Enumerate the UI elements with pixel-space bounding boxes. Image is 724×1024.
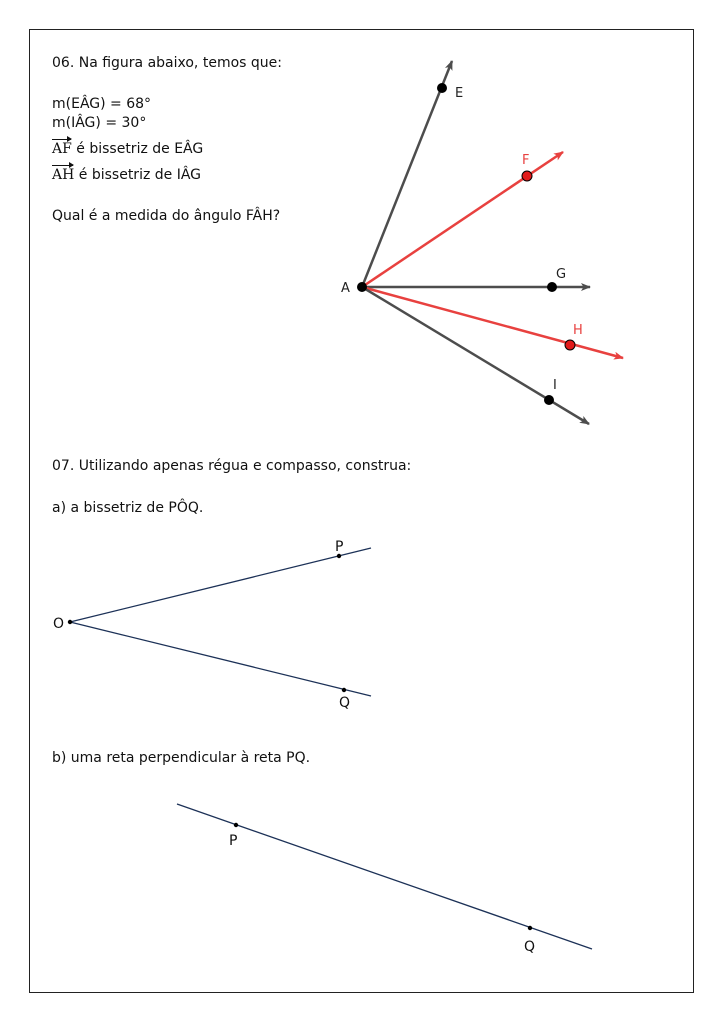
point-f [522,171,532,181]
vector-af: AF [52,141,72,157]
label-e: E [455,86,464,101]
ray-af [362,152,563,287]
q06-question: Qual é a medida do ângulo FÂH? [52,208,281,224]
q06-title: 06. Na figura abaixo, temos que: [52,55,282,71]
ray-ah [362,287,623,358]
point-h [565,340,575,350]
angle-poq-figure [53,539,371,711]
q07-part-a: a) a bissetriz de PÔQ. [52,500,204,516]
point-q-b [528,926,532,930]
point-i [544,395,554,405]
q07-part-b: b) uma reta perpendicular à reta PQ. [52,750,311,766]
vector-ah: AH [52,167,75,183]
point-a [357,282,367,292]
label-h: H [573,323,583,338]
label-i: I [553,378,557,393]
point-g [547,282,557,292]
label-q-a: Q [339,695,351,711]
label-g: G [556,267,567,282]
q06-given-2: m(IÂG) = 30° [52,115,147,131]
ray-ae [362,61,452,287]
label-a: A [341,281,350,296]
side-op [70,548,371,622]
q07-title: 07. Utilizando apenas régua e compasso, construa: [52,458,412,474]
side-oq [70,622,371,696]
label-f: F [522,153,530,168]
point-p-b [234,823,238,827]
point-q-a [342,688,346,692]
label-p-b: P [229,833,238,849]
label-o: O [53,616,65,632]
label-q-b: Q [524,939,536,955]
label-p-a: P [335,539,344,555]
ray-ai [362,287,589,424]
q06-bisector-2-text: é bissetriz de IÂG [74,167,202,183]
angle-figure [341,61,623,424]
line-pq-figure [177,804,592,955]
q06-given-1: m(EÂG) = 68° [52,96,152,112]
point-o [68,620,72,624]
q06-bisector-1-text: é bissetriz de EÂG [71,141,204,157]
point-e [437,83,447,93]
